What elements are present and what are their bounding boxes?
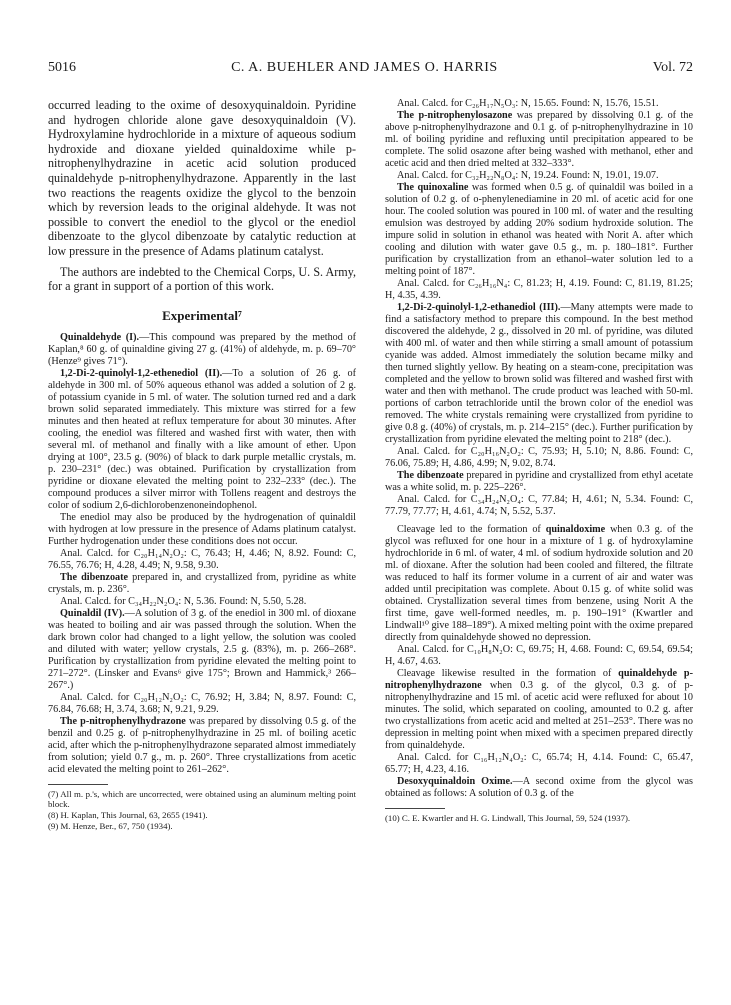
paragraph-text: was prepared by dissolving 0.1 g. of the above p-nitrophenylhydrazone and 0.1 g. of p-nitrophenylhydrazine in 10 ml. of boiling pyridine and refluxing until precipitation appeared to be complete. The solid osazone after being washed with methanol, ether and acetic acid and then dried melted at 332–333°. — [385, 110, 693, 169]
analysis-line: Anal. Calcd. for C₂₀H₁₄N₂O₂: C, 76.43; H, 4.46; N, 8.92. Found: C, 76.55, 76.76; H, 4.28, 4.49; N, 9.58, 9.30. — [48, 547, 356, 571]
paragraph-text: —A solution of 3 g. of the enediol in 300 ml. of dioxane was heated to boiling and air was passed through the solution. When the dark brown color had changed to a light yellow, the solution was cooled and diluted with water; yellow crystals, 2.5 g. (83%), m. p. 266–268°. Purification by crystallization from pyridine elevated the melting point to 271–272°. (Linsker and Evans⁶ give 175°; Brown and Hammick,³ 266–267°.) — [48, 607, 356, 691]
paragraph-lead: 1,2-Di-2-quinolyl-1,2-ethanediol (III). — [397, 302, 561, 313]
footnote: (7) All m. p.'s, which are uncorrected, were obtained using an aluminum melting point block. — [48, 788, 356, 810]
paragraph-ethanediol — [385, 302, 693, 446]
paragraph-text: Cleavage led to the formation of — [397, 524, 546, 535]
paragraph-text: prepared in, and crystallized from, pyridine as white crystals, m. p. 236°. — [48, 571, 356, 595]
intro-paragraph: occurred leading to the oxime of desoxyquinaldoin. Pyridine and hydrogen chloride alone gave desoxyquinaldoin (V). Hydroxylamine hydrochloride in a mixture of aqueous sodium hydroxide and dioxane yielded quinaldoxime while p-nitrophenylhydrazine in acetic acid solution produced quinaldehyde p-nitrophenylhydrazone. Apparently in the last two reactions the reagents oxidize the glycol to the benzoin which by reversion leads to the original aldehyde. It was not possible to convert the enediol to the glycol or the enediol dibenzoate to the glycol dibenzoate by catalytic reduction at low pressure in the presence of Adams platinum catalyst. — [48, 98, 356, 258]
section-heading: Experimental⁷ — [162, 307, 242, 323]
paragraph-oxime — [385, 776, 693, 800]
paragraph-cleavage — [385, 668, 693, 752]
footnote: (9) M. Henze, Ber., 67, 750 (1934). — [48, 820, 173, 831]
paragraph-text: Cleavage likewise resulted in the formation of — [397, 668, 619, 679]
right-column — [385, 98, 693, 831]
paragraph-dibenzoate — [48, 572, 356, 596]
analysis-line: Anal. Calcd. for C₂₆H₁₇N₅O₃: N, 15.65. Found: N, 15.76, 15.51. — [397, 98, 659, 109]
volume-label: Vol. 72 — [652, 60, 693, 75]
paragraph-lead: quinaldehyde p-nitrophenylhydrazone — [385, 668, 693, 691]
paragraph-lead: Desoxyquinaldoin Oxime. — [397, 776, 513, 787]
paragraph-quinaldehyde — [48, 332, 356, 368]
running-author: C. A. BUEHLER AND JAMES O. HARRIS — [231, 60, 498, 75]
paragraph-quinaldoxime — [385, 524, 693, 644]
paragraph-text: —To a solution of 26 g. of aldehyde in 300 ml. of 50% aqueous ethanol was added a solution of 2 g. of potassium cyanide in 5 ml. of water. The solution turned red and a dark brown solid separated immediately. This mixture was stirred for a few minutes and then heated at reflux temperature for about 30 minutes. After cooling, the enediol was filtered and washed first with water, then with several ml. of methanol and finally with a like amount of ether. Upon drying at 100°, 23.5 g. (90%) of black to dark purple metallic crystals, m. p. 230–231° (dec.) was obtained. Purification by crystallization from pyridine or dioxane elevated the melting point to 232–233° (dec.). The compound produces a silver mirror with Tollens reagent and destroys the color of sodium 2,6-dichlorobenzenoneindophenol. — [48, 367, 356, 511]
paragraph-text: —This compound was prepared by the method of Kaplan,⁸ 60 g. of quinaldine giving 27 g. (41%) of aldehyde, m. p. 69–70° (Henze⁹ gives 71°). — [48, 331, 356, 367]
analysis-line: Anal. Calcd. for C₂₀H₁₆N₂O₂: C, 75.93; H, 5.10; N, 8.86. Found: C, 76.06, 75.89; H, 4.86, 4.99; N, 9.02, 8.74. — [385, 446, 693, 469]
paragraph-lead: The dibenzoate — [397, 470, 464, 481]
paragraph-lead: The dibenzoate — [60, 571, 129, 583]
paragraph-ethenediol — [48, 368, 356, 512]
paragraph-text: when 0.3 g. of the glycol, 0.3 g. of p-nitrophenylhydrazine and 15 ml. of acetic acid were refluxed for about 10 minutes. The solid, which separated on cooling, amounted to 0.2 g. after two crystallizations from acetic acid and melted at 251–253°. There was no depression in melting point when mixed with a specimen prepared directly from quinaldehyde. — [385, 680, 693, 751]
analysis-line: Anal. Calcd. for C₃₂H₂₂N₈O₄: N, 19.24. Found: N, 19.01, 19.07. — [397, 170, 659, 181]
analysis-line: Anal. Calcd. for C₁₆H₁₂N₄O₂: C, 65.74; H, 4.14. Found: C, 65.47, 65.77; H, 4.23, 4.16. — [385, 752, 693, 775]
paragraph-lead: The p-nitrophenylhydrazone — [60, 715, 186, 727]
paragraph-text: —Many attempts were made to find a satisfactory method to prepare this compound. In the best method discovered the aldehyde, 2 g., dissolved in 20 ml. of pyridine, was diluted with 400 ml. of water and then while stirring a small amount of potassium cyanide was added. Almost immediately the solution became milky and then turned slightly yellow. By heating on a steam-cone, precipitation was completed and the yellow to brown solid was filtered and washed first with water and then with methanol. The crude product was leached with 50-ml. portions of carbon tetrachloride until the brown color of the enediol was removed. The white crystals remaining were crystallized from pyridine to give 0.8 g. (40%) of crystals, m. p. 214–215° (dec.). Further purification by crystallization from pyridine elevated the melting point to 218° (dec.). — [385, 302, 693, 445]
footnote: (10) C. E. Kwartler and H. G. Lindwall, This Journal, 59, 524 (1937). — [385, 813, 631, 823]
two-column-body — [48, 98, 693, 831]
paragraph-text: prepared in pyridine and crystallized from ethyl acetate was a white solid, m. p. 225–226°. — [385, 470, 693, 493]
paragraph-dibenzoate — [385, 470, 693, 494]
paragraph-lead: The p-nitrophenylosazone — [397, 110, 513, 121]
page-number: 5016 — [48, 60, 76, 75]
paragraph-text: was prepared by dissolving 0.5 g. of the benzil and 0.25 g. of p-nitrophenylhydrazine in 25 ml. of boiling acetic acid, after which the p-nitrophenylhydrazone separated almost immediately from solution; yield 0.7 g., m. p. 260°. Three crystallizations from acetic acid elevated the melting point to 261–262°. — [48, 715, 357, 775]
paragraph-lead: quinaldoxime — [545, 524, 606, 535]
paragraph-lead: Quinaldil (IV). — [60, 607, 125, 619]
paragraph-osazone — [385, 110, 693, 170]
paragraph-text: when 0.3 g. of the glycol was refluxed for one hour in a mixture of 1 g. of hydroxylamine hydrochloride in 6 ml. of water, 4 ml. of sodium hydroxide solution and 20 ml. of dioxane. After the solution had been cooled and filtered, the filtrate was reduced to half its former volume in a current of air and water was added until precipitation was complete. About 0.15 g. of white solid was obtained. Crystallization several times from benzene, using Norit A the first time, gave well-formed needles, m. p. 190–191° (Kwartler and Lindwall¹⁰ give 188–189°). A mixed melting point with the oxime prepared directly from quinaldehyde showed no depression. — [385, 524, 694, 643]
acknowledgment-paragraph: The authors are indebted to the Chemical Corps, U. S. Army, for a grant in support of a portion of this work. — [48, 264, 356, 294]
paragraph-lead: Quinaldehyde (I). — [60, 331, 140, 343]
paragraph-lead: 1,2-Di-2-quinolyl-1,2-ethenediol (II). — [60, 367, 223, 379]
analysis-line: Anal. Calcd. for C₁₀H₈N₂O: C, 69.75; H, 4.68. Found: C, 69.54, 69.54; H, 4.67, 4.63. — [385, 644, 693, 667]
paragraph-quinaldil — [48, 608, 356, 692]
footnote-divider — [385, 808, 445, 809]
analysis-line: Anal. Calcd. for C₂₆H₁₆N₄: C, 81.23; H, 4.19. Found: C, 81.19, 81.25; H, 4.35, 4.39. — [385, 278, 693, 301]
paragraph-text: was formed when 0.5 g. of quinaldil was boiled in a solution of 0.2 g. of o-phenylenediamine in 20 ml. of acetic acid for one hour. The cooled solution was poured in 100 ml. of water and the resulting emulsion was destroyed by adding 20% sodium hydroxide solution. The impure solid in solution in ethanol was heated with Norit A. after which cooling and dilution with water gave 0.5 g., m. p. 180–181°. Further purification by crystallization from an ethanol–water solution led to a melting point of 187°. — [385, 182, 693, 277]
paragraph-hydrazone — [48, 716, 356, 776]
paragraph-hydrogenation: The enediol may also be produced by the hydrogenation of quinaldil with hydrogen at low pressure in the presence of Adams platinum catalyst. Further hydrogenation under these conditions does not occur. — [48, 511, 356, 547]
left-column — [48, 98, 356, 831]
paragraph-lead: The quinoxaline — [397, 182, 469, 193]
footnote: (8) H. Kaplan, This Journal, 63, 2655 (1941). — [48, 809, 208, 820]
paragraph-quinoxaline — [385, 182, 693, 278]
analysis-line: Anal. Calcd. for C₂₀H₁₂N₂O₂: C, 76.92; H, 3.84; N, 8.97. Found: C, 76.84, 76.68; H, 3.74, 3.68; N, 9.21, 9.29. — [48, 691, 356, 715]
analysis-line: Anal. Calcd. for C₃₄H₂₂N₂O₄: N, 5.36. Found: N, 5.50, 5.28. — [60, 595, 307, 607]
paragraph-text: —A second oxime from the glycol was obtained as follows: A solution of 0.3 g. of the — [385, 776, 693, 799]
running-header — [48, 60, 693, 76]
footnote-divider — [48, 784, 108, 785]
analysis-line: Anal. Calcd. for C₃₄H₂₄N₂O₄: C, 77.84; H, 4.61; N, 5.34. Found: C, 77.79, 77.77; H, 4.61, 4.74; N, 5.52, 5.37. — [385, 494, 693, 517]
